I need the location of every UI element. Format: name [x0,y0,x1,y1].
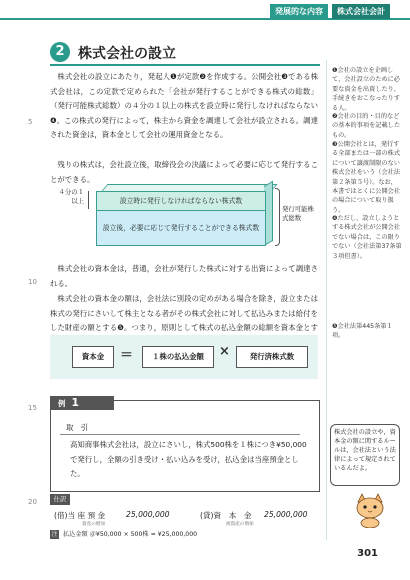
example-tag-label: 例 [58,399,66,408]
debit-note: 資産の増加 [82,522,105,527]
paragraph-1: 株式会社の設立にあたり，発起人❶が定款❷を作成する。公開会社❸である株式会社は，この定款で定められた「会社が発行することができる株式の総数」（発行可能株式総数）の４分の１以上の株式を設立時に発行しなければならない❹。この株式の発行によって，株主から資金を調達して会社が設立される。調達された資金は，資本金として会社の運用資金となる。 [50,72,318,140]
diagram-initial-shares: 設立時に発行しなければならない株式数 [96,191,266,211]
sidenote-4: ❹ただし，設立しようとする株式会社が公開会社でない場合は，この限りでない（会社法第37条第３項但書）。 [332,215,402,260]
diagram-dimension-line [88,191,89,209]
diagram-brace [275,188,280,246]
sidenote-1: ❶会社の設立を企画して，会社設立のために必要な資金を出資したり，手続きをおこなったりする人。 [332,67,401,112]
note-text: 払込金額 ＠¥50,000 × 500株 = ¥25,000,000 [63,531,198,538]
diagram-quarter-label: ４分の１以上 [58,188,84,205]
paragraph-4: 株式会社の資本金の額は，会社法に別段の定めがある場合を除き，設立または株式の発行にさいして株主となる者がその株式会社に対して払込みまたは給付をした財産の額とする❺。つまり，原則として株式の払込金額の総額を資本金とす [50,294,318,333]
debit-account: (借)当 座 預 金 [54,511,106,520]
page-number: 301 [357,548,378,559]
section-title: 株式会社の設立 [78,46,176,62]
line-number: 5 [28,118,33,126]
line-number: 15 [28,404,37,412]
transaction-heading: 取 引 [66,423,89,432]
header-tag-advanced: 発展的な内容 [270,4,328,19]
formula-equals: ＝ [120,348,134,363]
transaction-rule [60,434,300,435]
formula-price-per-share: １株の払込金額 [142,346,214,368]
diagram-total-label: 発行可能株式総数 [282,205,314,222]
cat-mascot-icon [352,492,388,528]
example-tag [50,396,114,410]
formula-issued-shares: 発行済株式数 [236,346,308,368]
credit-amount: 25,000,000 [264,510,308,519]
paragraph-2: 残りの株式は，会社設立後，取締役会の決議によって必要に応じて発行することができる。 [50,160,318,184]
section-number-badge: 2 [50,42,70,62]
header-tag-chapter: 株式会社会計 [332,4,390,19]
paragraph-3: 株式会社の資本金は，普通，会社が発行した株式に対する出資によって調達される。 [50,264,318,288]
note-tag: 注 [51,531,58,538]
journal-tag: 仕訳 [50,494,70,505]
sidenote-3: ❸公開会社とは，発行する全部または一部の株式について譲渡制限のない株式会社をいう（会社法第２条第５号）。なお，本書ではとくに公開会社の場合について取り扱う。 [332,141,401,214]
example-number: 1 [71,396,80,409]
debit-amount: 25,000,000 [126,510,170,519]
example-text: 高知商事株式会社は，設立にさいし，株式500株を１株につき¥50,000で発行し，全額の引き受け・払い込みを受け，払込金は当座預金とした。 [70,440,307,479]
credit-note: 純資産の増加 [226,522,254,527]
sidebar-divider [326,60,327,540]
line-number: 10 [28,278,37,286]
diagram-later-shares: 設立後，必要に応じて発行することができる株式数 [96,210,266,246]
speech-bubble: 株式会社の設立や，資本金の額に関するルールは，会社法という法律によって規定されているんだよ。 [330,424,400,486]
formula-times: × [219,344,230,359]
formula-capital: 資本金 [72,346,114,368]
sidenote-2: ❷会社の目的・目的などの基本的事項を記載したもの。 [332,113,401,139]
sidenote-5: ❺会社法第445条第１項。 [332,323,393,340]
credit-account: (貸)資 本 金 [200,511,252,520]
line-number: 20 [28,498,37,506]
